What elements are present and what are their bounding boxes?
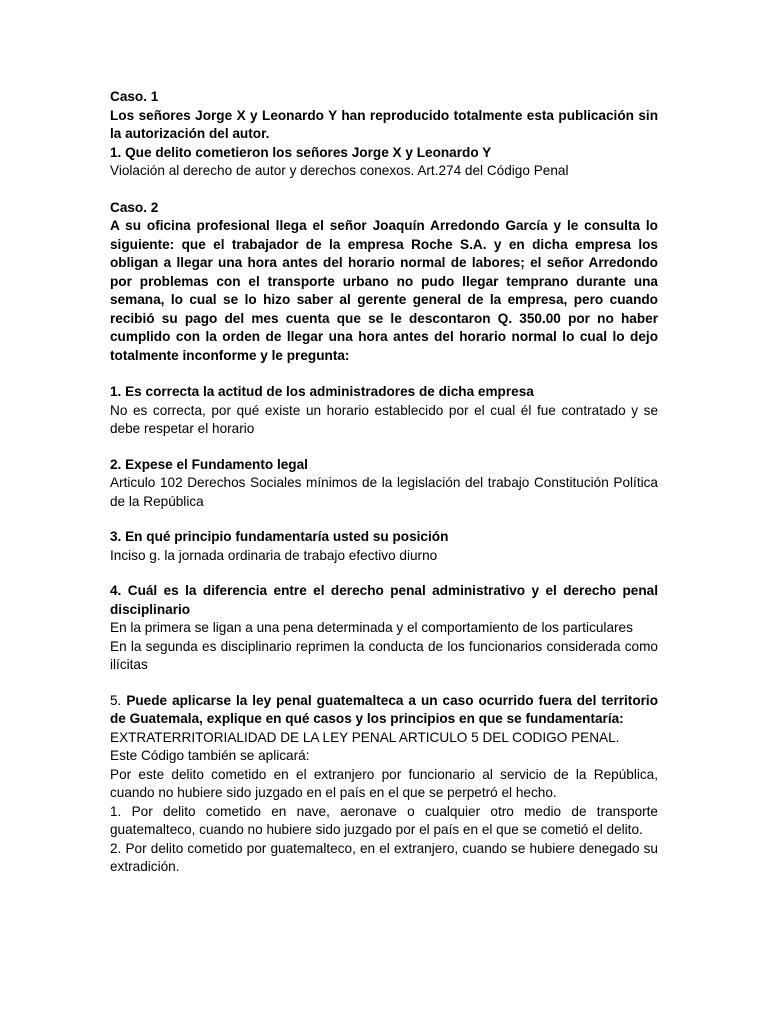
caso2-question-1: 1. Es correcta la actitud de los administradores de dicha empresa bbox=[110, 384, 534, 399]
caso1-answer: Violación al derecho de autor y derechos conexos. Art.274 del Código Penal bbox=[110, 163, 569, 178]
caso2-intro: A su oficina profesional llega el señor Joaquín Arredondo García y le consulta lo siguiente: que el trabajador de la empresa Roche S.A. y en dicha empresa los obligan a llegar una hora antes del horario normal de labores; el señor Arredondo por problemas con el transporte urbano no pudo llegar temprano durante una semana, lo cual se lo hizo saber al gerente general de la empresa, pero cuando recibió su pago del mes cuenta que se le descontaron Q. 350.00 por no haber cumplido con la orden de llegar una hora antes del horario normal lo cual lo dejo totalmente inconforme y le pregunta: bbox=[110, 218, 658, 363]
caso1-heading: Caso. 1 bbox=[110, 89, 159, 104]
caso2-answer-3: Inciso g. la jornada ordinaria de trabajo efectivo diurno bbox=[110, 547, 438, 563]
caso2-question-2: 2. Expese el Fundamento legal bbox=[110, 456, 308, 472]
caso1-intro: Los señores Jorge X y Leonardo Y han reproducido totalmente esta publicación sin la autorización del autor. bbox=[110, 107, 658, 141]
caso2-question-4: 4. Cuál es la diferencia entre el derecho penal administrativo y el derecho penal disciplinario bbox=[110, 583, 658, 617]
document-page bbox=[110, 88, 658, 877]
caso2-answer-4-first: En la primera se ligan a una pena determinada y el comportamiento de los particulares bbox=[110, 620, 633, 635]
question-5-text: Puede aplicarse la ley penal guatemalteca a un caso ocurrido fuera del territorio de Guatemala, explique en qué casos y los principios en que se fundamentaría: bbox=[110, 692, 659, 726]
caso2-answer-5-intro: Este Código también se aplicará: bbox=[110, 748, 310, 763]
caso2-answer-4-second: En la segunda es disciplinario reprimen la conducta de los funcionarios considerada como ilícitas bbox=[110, 638, 658, 672]
caso2-question-5 bbox=[110, 692, 658, 729]
caso2-question-3: 3. En qué principio fundamentaría usted su posición bbox=[110, 529, 449, 544]
caso2-answer-5-item-2: 2. Por delito cometido por guatemalteco, en el extranjero, cuando se hubiere denegado su extradición. bbox=[110, 840, 658, 874]
caso2-answer-5-item-1: 1. Por delito cometido en nave, aeronave o cualquier otro medio de transporte guatemalteco, cuando no hubiere sido juzgado por el país en el que se cometió el delito. bbox=[110, 803, 658, 837]
question-5-number: 5. bbox=[110, 692, 122, 708]
caso2-answer-5-title: EXTRATERRITORIALIDAD DE LA LEY PENAL ARTICULO 5 DEL CODIGO PENAL. bbox=[110, 729, 620, 745]
caso2-answer-2: Articulo 102 Derechos Sociales mínimos de la legislación del trabajo Constitución Política de la República bbox=[110, 475, 658, 509]
caso1-question: 1. Que delito cometieron los señores Jorge X y Leonardo Y bbox=[110, 144, 492, 160]
caso2-answer-1: No es correcta, por qué existe un horario establecido por el cual él fue contratado y se debe respetar el horario bbox=[110, 402, 658, 436]
caso2-answer-5-paragraph: Por este delito cometido en el extranjero por funcionario al servicio de la República, cuando no hubiere sido juzgado en el país en el que se perpetró el hecho. bbox=[110, 766, 658, 800]
caso2-heading: Caso. 2 bbox=[110, 199, 159, 215]
